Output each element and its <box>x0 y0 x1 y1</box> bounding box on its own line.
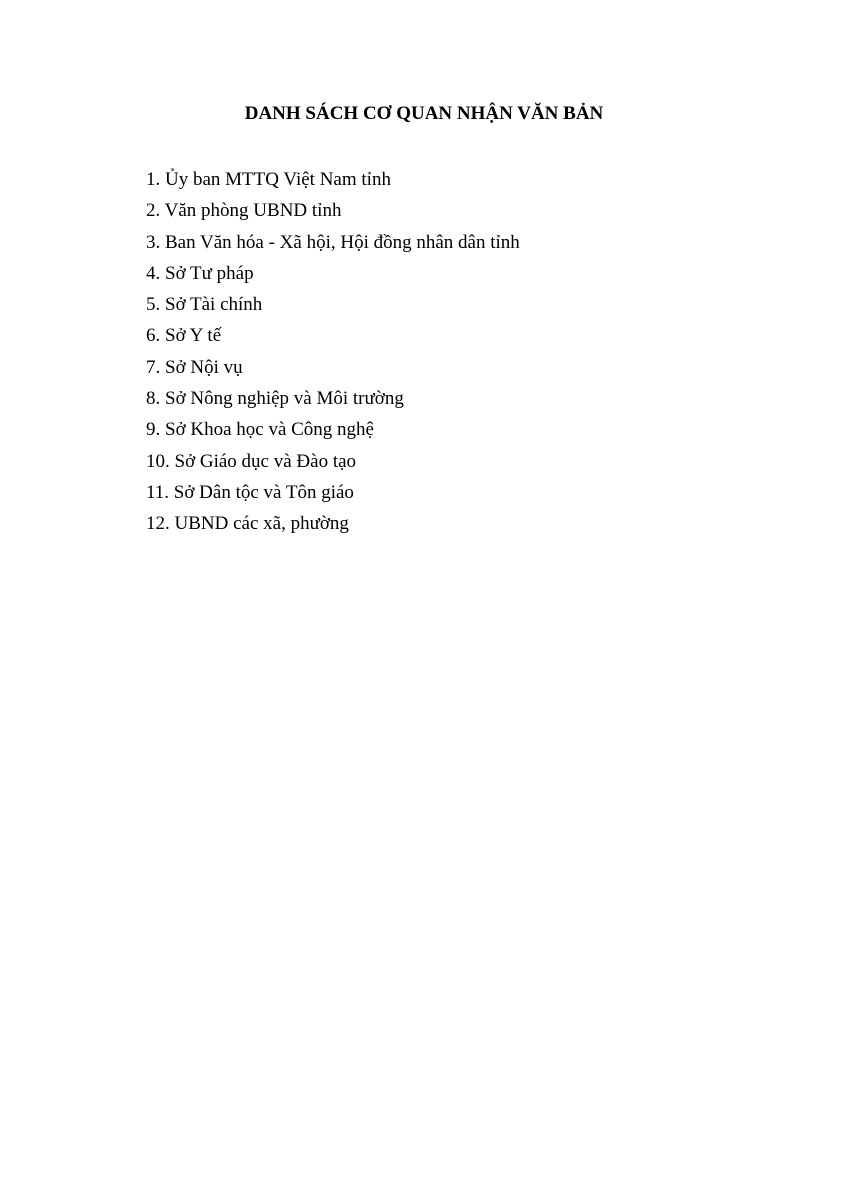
list-item: 7. Sở Nội vụ <box>146 356 243 378</box>
list-item: 6. Sở Y tế <box>146 325 222 347</box>
document-title: DANH SÁCH CƠ QUAN NHẬN VĂN BẢN <box>244 103 604 124</box>
recipient-list <box>146 164 520 540</box>
list-item: 12. UBND các xã, phường <box>146 513 349 535</box>
list-item: 9. Sở Khoa học và Công nghệ <box>146 419 374 441</box>
list-item: 10. Sở Giáo dục và Đào tạo <box>146 450 357 472</box>
list-item: 1. Ủy ban MTTQ Việt Nam tỉnh <box>146 169 391 190</box>
list-item: 3. Ban Văn hóa - Xã hội, Hội đồng nhân dân tỉnh <box>146 231 520 253</box>
list-item: 5. Sở Tài chính <box>146 294 263 316</box>
list-item: 11. Sở Dân tộc và Tôn giáo <box>146 481 354 503</box>
list-item: 8. Sở Nông nghiệp và Môi trường <box>146 388 404 410</box>
list-item: 2. Văn phòng UBND tỉnh <box>146 200 342 222</box>
list-item: 4. Sở Tư pháp <box>146 262 254 284</box>
